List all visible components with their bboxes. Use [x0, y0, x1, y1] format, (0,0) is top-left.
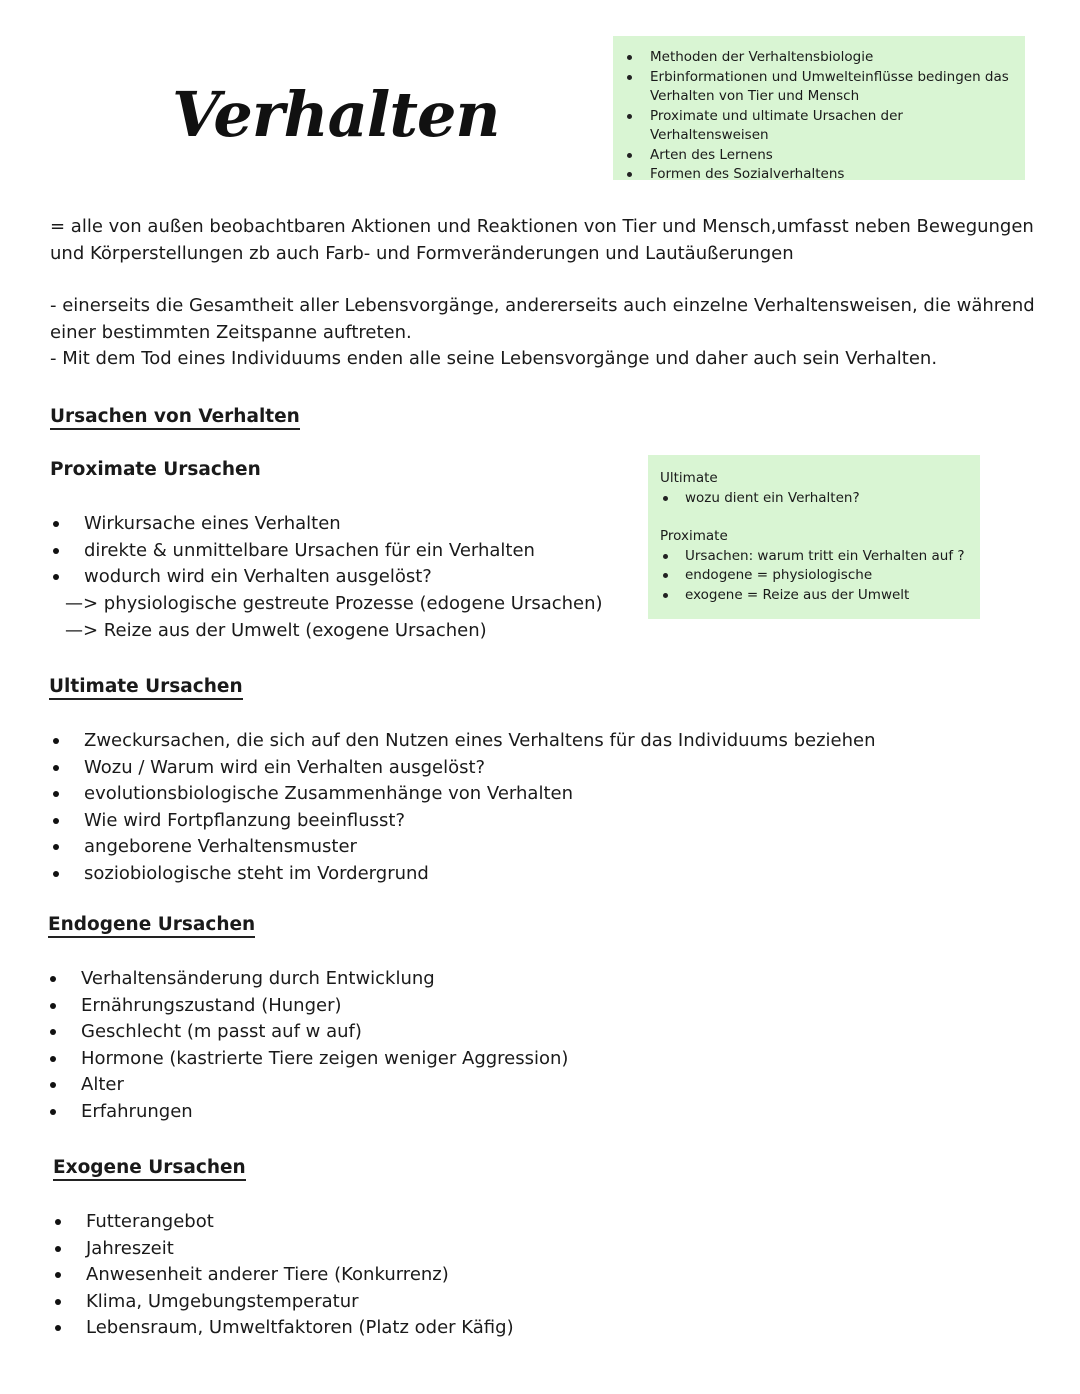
list-item: Alter	[47, 1072, 568, 1099]
proximate-heading: Proximate Ursachen	[50, 459, 261, 480]
overview-list	[623, 48, 1015, 185]
list-item: angeborene Verhaltensmuster	[50, 834, 876, 861]
list-item: exogene = Reize aus der Umwelt	[660, 586, 968, 606]
list-item: soziobiologische steht im Vordergrund	[50, 861, 876, 888]
list-item: Ernährungszustand (Hunger)	[47, 993, 568, 1020]
ultimate-label: Ultimate	[660, 470, 718, 486]
notes-paragraph	[50, 293, 1040, 373]
list-item: Ursachen: warum tritt ein Verhalten auf ?	[660, 547, 968, 567]
list-item: Wozu / Warum wird ein Verhalten ausgelöst?	[50, 755, 876, 782]
list-item: wozu dient ein Verhalten?	[660, 489, 968, 509]
list-item: Verhaltensänderung durch Entwicklung	[47, 966, 568, 993]
page-title: Verhalten	[172, 78, 500, 151]
causes-heading: Ursachen von Verhalten	[50, 406, 300, 430]
endogenous-list	[47, 966, 568, 1125]
list-item: Proximate und ultimate Ursachen der Verhaltensweisen	[623, 107, 1015, 146]
text-line: - Mit dem Tod eines Individuums enden alle seine Lebensvorgänge und daher auch sein Verhalten.	[50, 348, 938, 369]
list-item: Lebensraum, Umweltfaktoren (Platz oder Käfig)	[52, 1315, 514, 1342]
list-item: Formen des Sozialverhaltens	[623, 165, 1015, 185]
summary-box	[648, 455, 980, 619]
proximate-arrows	[65, 591, 603, 644]
list-item: Geschlecht (m passt auf w auf)	[47, 1019, 568, 1046]
list-item: Jahreszeit	[52, 1236, 514, 1263]
proximate-list	[50, 511, 535, 591]
list-item: Zweckursachen, die sich auf den Nutzen eines Verhaltens für das Individuums beziehen	[50, 728, 876, 755]
proximate-summary-list	[660, 547, 968, 606]
list-item: Futterangebot	[52, 1209, 514, 1236]
text-line: - einerseits die Gesamtheit aller Lebensvorgänge, andererseits auch einzelne Verhaltensweisen, die während	[50, 295, 1035, 316]
list-item: Hormone (kastrierte Tiere zeigen weniger Aggression)	[47, 1046, 568, 1073]
list-item: Wie wird Fortpflanzung beeinflusst?	[50, 808, 876, 835]
list-item: Methoden der Verhaltensbiologie	[623, 48, 1015, 68]
ultimate-heading: Ultimate Ursachen	[49, 676, 243, 700]
list-item-continuation: Verhalten von Tier und Mensch	[650, 88, 860, 104]
list-item: Erbinformationen und Umwelteinflüsse bedingen das	[623, 68, 1015, 88]
list-item: direkte & unmittelbare Ursachen für ein Verhalten	[50, 538, 535, 565]
list-item: evolutionsbiologische Zusammenhänge von Verhalten	[50, 781, 876, 808]
list-item: Klima, Umgebungstemperatur	[52, 1289, 514, 1316]
endogenous-heading: Endogene Ursachen	[48, 914, 255, 938]
list-item: Arten des Lernens	[623, 146, 1015, 166]
ultimate-summary-list	[660, 489, 968, 509]
exogenous-list	[52, 1209, 514, 1342]
list-item: Anwesenheit anderer Tiere (Konkurrenz)	[52, 1262, 514, 1289]
list-item: endogene = physiologische	[660, 566, 968, 586]
text-line: = alle von außen beobachtbaren Aktionen und Reaktionen von Tier und Mensch,umfasst neben Bewegungen	[50, 216, 1034, 237]
proximate-label: Proximate	[660, 528, 728, 544]
list-item: wodurch wird ein Verhalten ausgelöst?	[50, 564, 535, 591]
list-item: Erfahrungen	[47, 1099, 568, 1126]
ultimate-list	[50, 728, 876, 887]
exogenous-heading: Exogene Ursachen	[53, 1157, 246, 1181]
arrow-line: —> Reize aus der Umwelt (exogene Ursachen)	[65, 619, 487, 641]
overview-box	[613, 36, 1025, 180]
text-line: und Körperstellungen zb auch Farb- und Formveränderungen und Lautäußerungen	[50, 242, 794, 264]
text-line: einer bestimmten Zeitspanne auftreten.	[50, 321, 412, 343]
arrow-line: —> physiologische gestreute Prozesse (edogene Ursachen)	[65, 593, 603, 614]
definition-paragraph	[50, 214, 1040, 267]
list-item: Wirkursache eines Verhalten	[50, 511, 535, 538]
